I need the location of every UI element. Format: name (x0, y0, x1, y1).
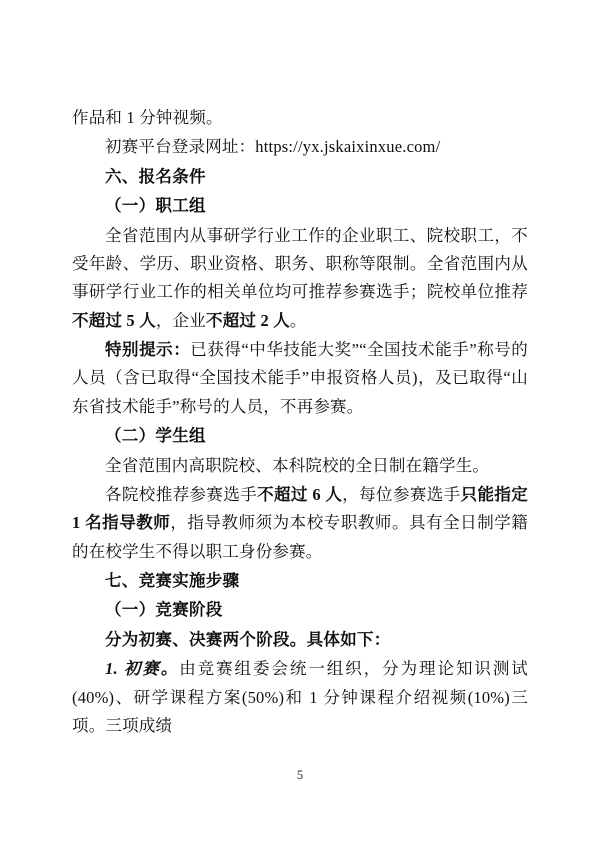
page-number: 5 (296, 768, 304, 782)
text-segment: 由竞赛组委会统一组织，分为理论知识测试(40%)、研学课程方案(50%)和 1 分钟课程介绍视频(10%)三项。三项成绩 (72, 659, 528, 735)
text-segment: 。 (289, 310, 307, 330)
text-segment: 已获得“中华技能大奖”“全国技术能手”称号的人员（含已取得“全国技术能手”申报资格人员)，及已取得“山东省技术能手”称号的人员，不再参赛。 (72, 340, 528, 416)
text-segment-bold: 不超过 2 人 (206, 310, 290, 330)
text-segment: ，每位参赛选手 (342, 484, 461, 504)
paragraph-student-quota (72, 481, 528, 566)
heading-section-seven: 七、竞赛实施步骤 (105, 571, 240, 590)
heading-section-six: 六、报名条件 (105, 166, 206, 186)
subheading-staff-group: （一）职工组 (105, 196, 206, 216)
paragraph-student-eligibility: 全省范围内高职院校、本科院校的全日制在籍学生。 (105, 455, 490, 475)
text-segment: 各院校推荐参赛选手 (105, 484, 258, 504)
subheading-student-group: （二）学生组 (105, 426, 206, 446)
paragraph-special-notice (72, 336, 528, 421)
text-segment-bold-italic: 1. 初赛。 (105, 659, 180, 679)
text-segment-bold: 特别提示： (105, 340, 191, 359)
paragraph-staff-eligibility (72, 222, 528, 336)
subheading-two-stages: 分为初赛、决赛两个阶段。具体如下： (105, 629, 391, 649)
paragraph-continuation: 作品和 1 分钟视频。 (72, 108, 223, 127)
paragraph-preliminary-round (72, 655, 528, 740)
text-segment: ，企业 (155, 310, 207, 330)
text-segment-bold: 不超过 6 人 (257, 484, 343, 504)
text-segment-bold: 只能指定 1 名指导教师 (72, 484, 528, 533)
page-body (72, 104, 528, 741)
paragraph-platform-url: 初赛平台登录网址：https://yx.jskaixinxue.com/ (105, 137, 441, 157)
text-segment: 全省范围内从事研学行业工作的企业职工、院校职工，不受年龄、学历、职业资格、职务、职称等限制。全省范围内从事研学行业工作的相关单位均可推荐参赛选手；院校单位推荐 (72, 225, 528, 302)
text-segment-bold: 不超过 5 人 (72, 310, 156, 330)
subheading-competition-stage: （一）竞赛阶段 (105, 600, 223, 620)
text-segment: ，指导教师须为本校专职教师。具有全日制学籍的在校学生不得以职工身份参赛。 (72, 513, 528, 561)
